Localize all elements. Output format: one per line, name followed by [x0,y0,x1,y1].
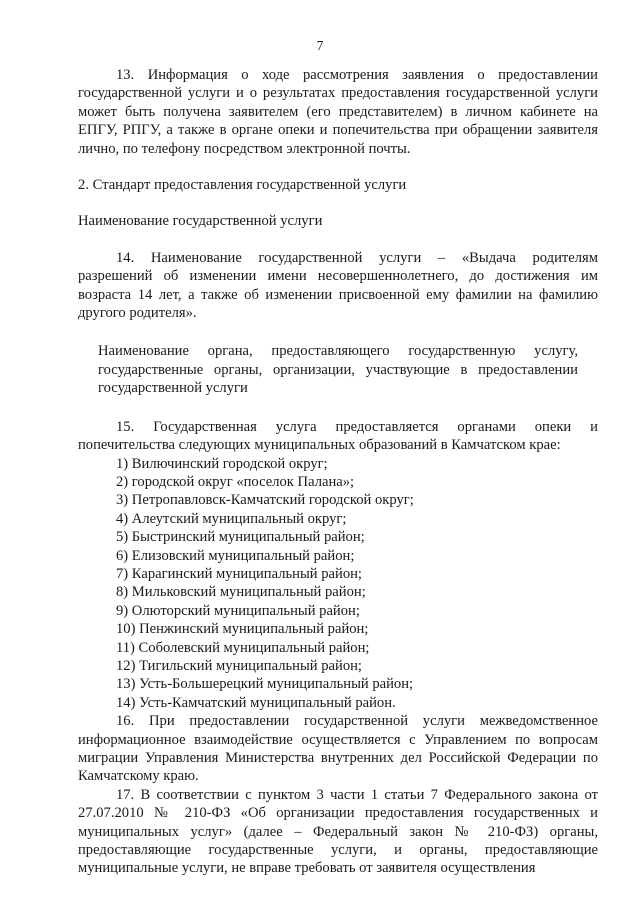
spacer [78,322,598,342]
list-item: 13) Усть-Большерецкий муниципальный район; [116,676,414,693]
paragraph-17: 17. В соответствии с пунктом 3 части 1 статьи 7 Федерального закона от 27.07.2010 № 210-ФЗ «Об организации предоставления государственных и муниципальных услуг» (далее – Федеральный закон № 210-ФЗ) органы, предоставляющие государственные услуги, и органы, предоставляющие муниципальные услуги, не вправе требовать от заявителя осуществления [78,786,598,877]
page-number: 7 [316,38,324,53]
section-heading: 2. Стандарт предоставления государственной услуги [78,177,407,194]
list-item: 14) Усть-Камчатский муниципальный район. [116,694,396,711]
spacer [78,194,598,212]
list-item: 4) Алеутский муниципальный округ; [116,510,347,527]
list-item: 5) Быстринский муниципальный район; [116,529,365,546]
paragraph-14: 14. Наименование государственной услуги – «Выдача родителям разрешений об изменении имени несовершеннолетнего, до достижения им возраста 14 лет, а также об изменении присвоенной ему фамилии на фамилию другого родителя». [78,249,598,322]
list-item: 3) Петропавловск-Камчатский городской округ; [116,492,414,509]
paragraph-16: 16. При предоставлении государственной услуги межведомственное информационное взаимодействие осуществляется с Управлением по вопросам миграции Управления Министерства внутренних дел Российской Федерации по Камчатскому краю. [78,713,598,785]
paragraph-15: 15. Государственная услуга предоставляется органами опеки и попечительства следующих муниципальных образований в Камчатском крае: [78,418,598,454]
list-item: 7) Карагинский муниципальный район; [116,565,362,582]
spacer [78,398,598,418]
spacer [78,231,598,249]
list-item: 12) Тигильский муниципальный район; [116,657,362,674]
list-item: 11) Соболевский муниципальный район; [116,639,370,656]
list-item: 9) Олюторский муниципальный район; [116,602,360,619]
list-item: 8) Мильковский муниципальный район; [116,584,366,601]
subheading-service-name: Наименование государственной услуги [78,213,323,230]
subheading-organ: Наименование органа, предоставляющего государственную услугу, государственные органы, организации, участвующие в предоставлении государственной услуги [98,343,578,397]
document-body [78,66,598,878]
list-item: 1) Вилючинский городской округ; [116,455,328,472]
paragraph-13: 13. Информация о ходе рассмотрения заявления о предоставлении государственной услуги и о результатах предоставления государственной услуги может быть получена заявителем (его представителем) в личном кабинете на ЕПГУ, РПГУ, а также в органе опеки и попечительства при обращении заявителя лично, по телефону посредством электронной почты. [78,67,598,157]
list-item: 2) городской округ «поселок Палана»; [116,473,355,490]
spacer [78,158,598,176]
list-item: 6) Елизовский муниципальный район; [116,547,355,564]
list-item: 10) Пенжинский муниципальный район; [116,621,369,638]
